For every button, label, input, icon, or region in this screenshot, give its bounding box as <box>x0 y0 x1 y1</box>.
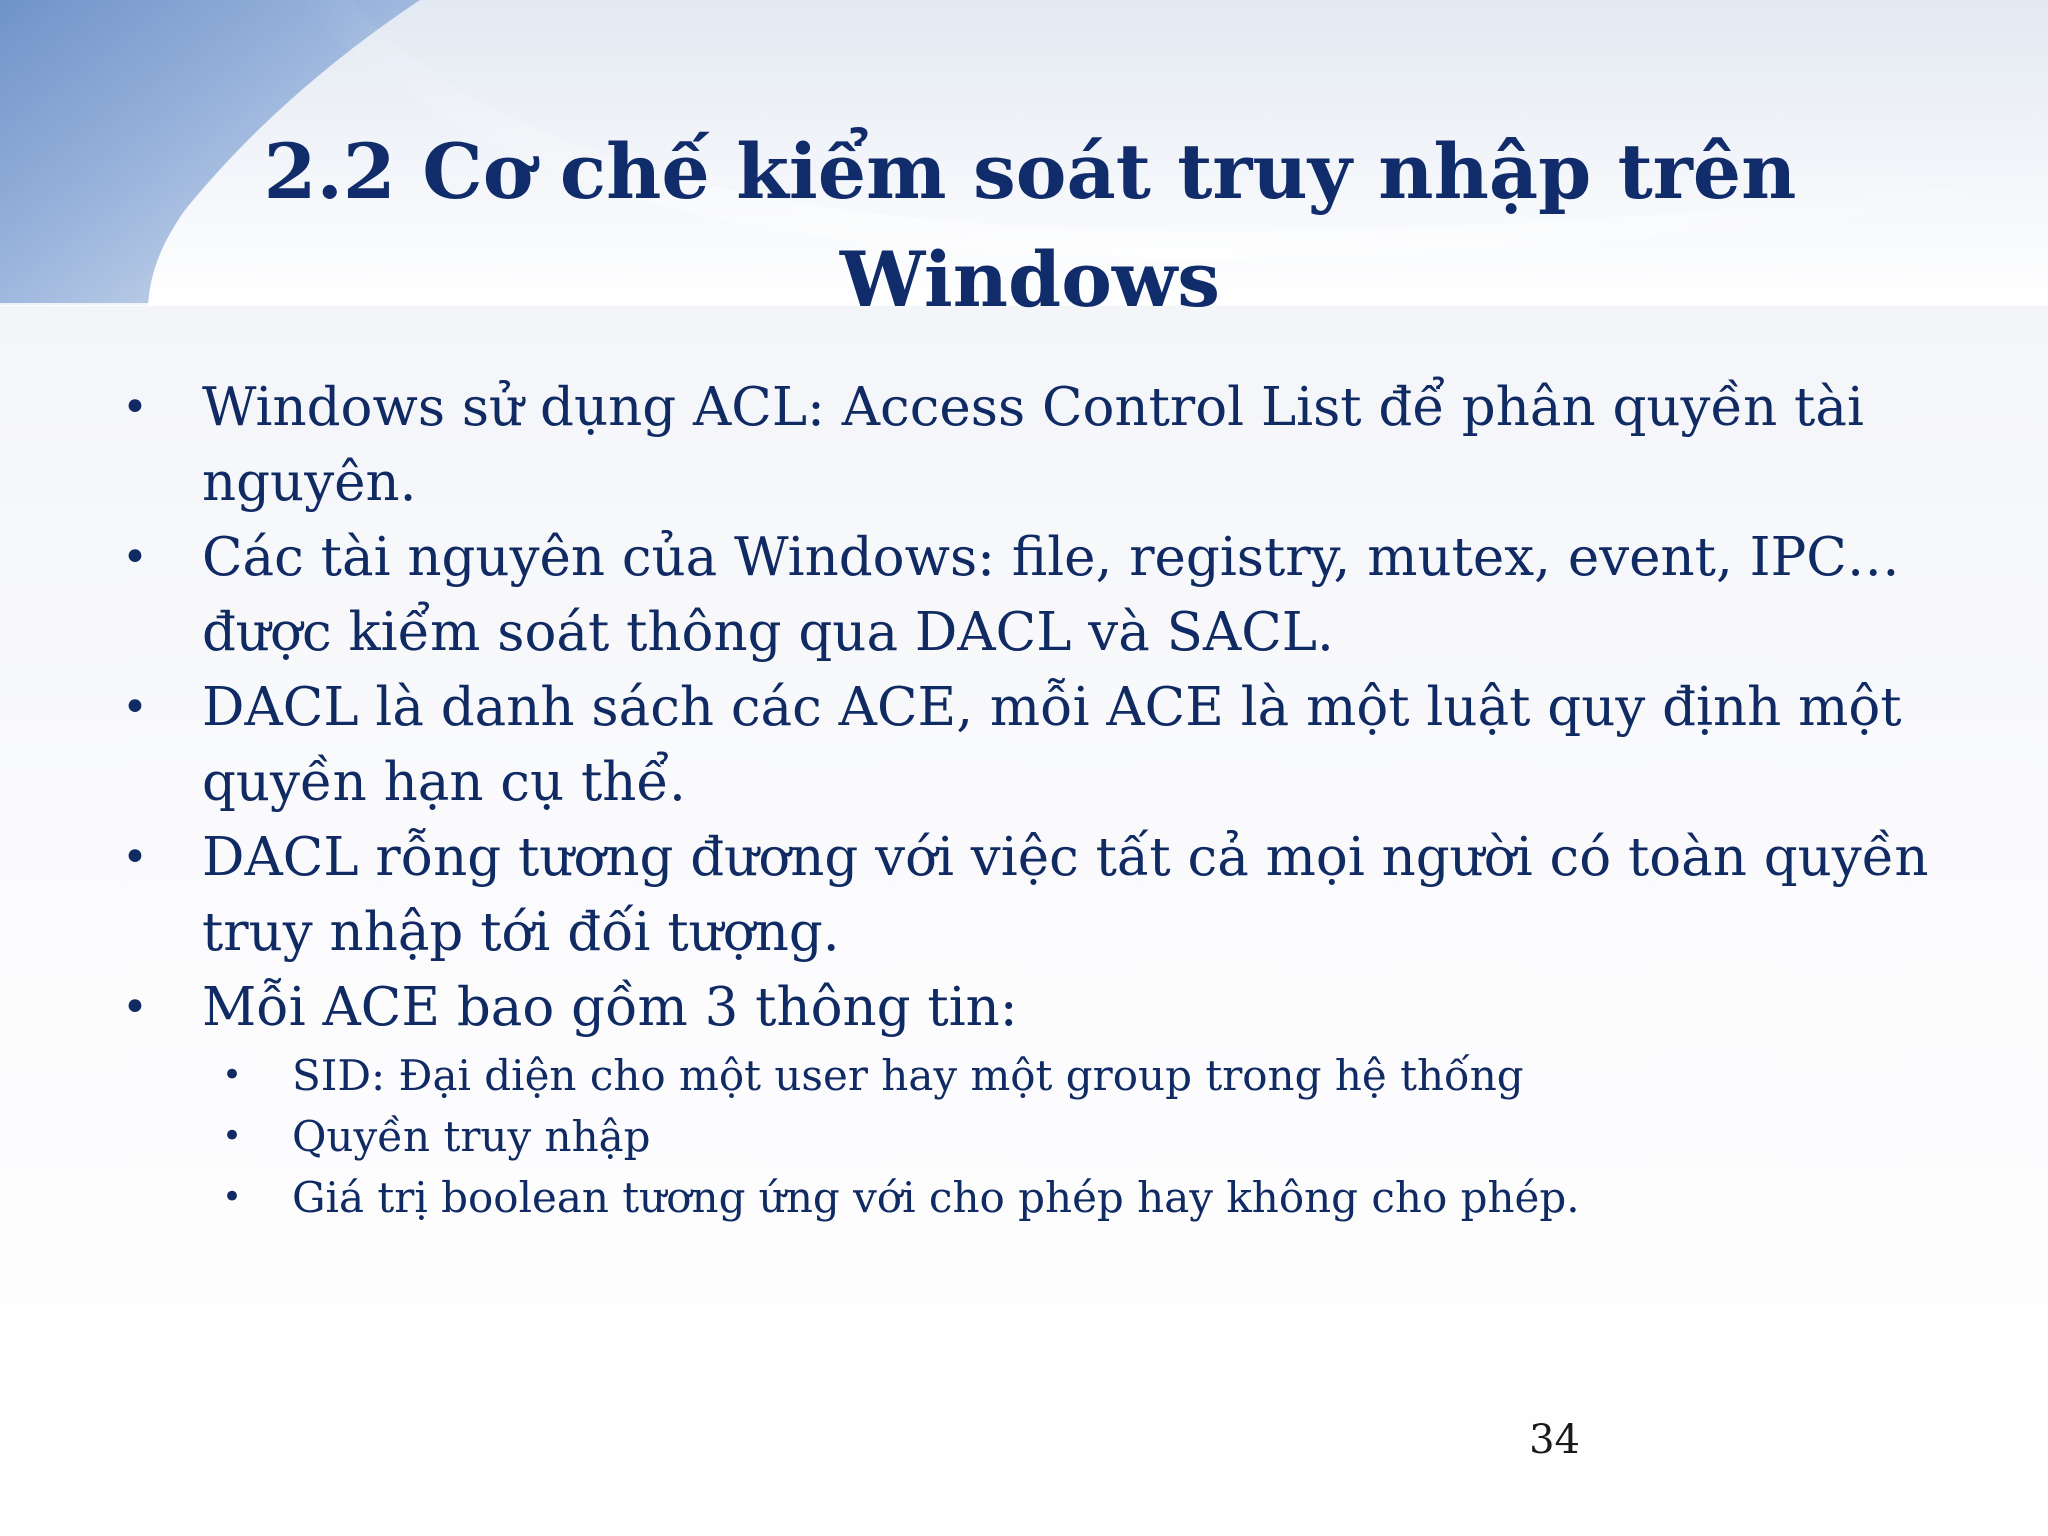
bullet-icon: • <box>122 382 148 433</box>
sub-bullet-text: Giá trị boolean tương ứng với cho phép hay không cho phép. <box>292 1173 1580 1222</box>
slide-title <box>140 118 1920 334</box>
sub-bullet-text: SID: Đại diện cho một user hay một group trong hệ thống <box>292 1051 1524 1100</box>
bullet-text: Mỗi ACE bao gồm 3 thông tin: <box>202 977 1018 1038</box>
sub-bullet-item <box>118 1106 1958 1167</box>
bullet-icon: • <box>122 682 148 733</box>
bullet-text: Windows sử dụng ACL: Access Control List để phân quyền tài nguyên. <box>202 377 1864 513</box>
bullet-item <box>118 370 1958 520</box>
bullet-text: DACL là danh sách các ACE, mỗi ACE là một luật quy định một quyền hạn cụ thể. <box>202 677 1902 813</box>
sub-bullet-item <box>118 1045 1958 1106</box>
sub-bullet-icon: • <box>222 1116 243 1156</box>
title-line-1: 2.2 Cơ chế kiểm soát truy nhập trên <box>263 127 1797 216</box>
page-number: 34 <box>1529 1417 1580 1463</box>
bullet-icon: • <box>122 982 148 1033</box>
bullet-icon: • <box>122 832 148 883</box>
bullet-item <box>118 820 1958 970</box>
bullet-item <box>118 670 1958 820</box>
bullet-text: DACL rỗng tương đương với việc tất cả mọi người có toàn quyền truy nhập tới đối tượng. <box>202 827 1929 963</box>
bullet-item <box>118 970 1958 1045</box>
bullet-icon: • <box>122 532 148 583</box>
title-line-2: Windows <box>839 235 1221 324</box>
sub-bullet-icon: • <box>222 1055 243 1095</box>
bullet-list <box>118 370 1958 1228</box>
bullet-item <box>118 520 1958 670</box>
sub-bullet-text: Quyền truy nhập <box>292 1112 651 1161</box>
sub-bullet-icon: • <box>222 1177 243 1217</box>
bullet-text: Các tài nguyên của Windows: file, registry, mutex, event, IPC… được kiểm soát thông qua DACL và SACL. <box>202 527 1900 663</box>
sub-bullet-item <box>118 1167 1958 1228</box>
